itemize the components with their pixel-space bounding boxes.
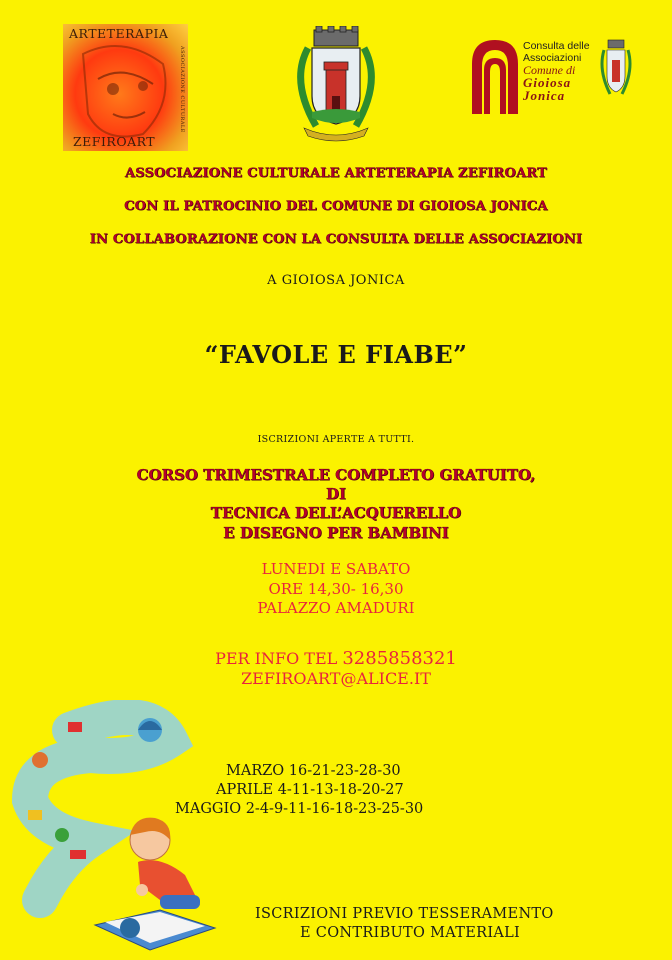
- schedule-hours: ORE 14,30- 16,30: [268, 580, 404, 598]
- municipal-crest-icon: [286, 26, 386, 142]
- logo-text-zefiroart: ZEFIROART: [73, 134, 156, 149]
- schedule-location: PALAZZO AMADURI: [257, 599, 415, 617]
- course-line-3: TECNICA DELL’ACQUERELLO: [210, 504, 462, 522]
- event-title: “FAVOLE E FIABE”: [204, 340, 468, 369]
- dates-may: MAGGIO 2-4-9-11-16-18-23-25-30: [175, 801, 424, 817]
- collaboration-line: IN COLLABORAZIONE CON LA CONSULTA DELLE ASSOCIAZIONI: [89, 232, 583, 247]
- course-line-4: E DISEGNO PER BAMBINI: [223, 524, 449, 542]
- schedule-days: LUNEDI E SABATO: [261, 560, 411, 578]
- email-address: ZEFIROART@ALICE.IT: [241, 669, 431, 688]
- face-artwork-icon: [63, 24, 188, 151]
- course-line-2: DI: [325, 485, 347, 503]
- consulta-line4: Gioiosa: [523, 75, 572, 90]
- consulta-line3: Comune di: [523, 63, 576, 77]
- logo-text-side: ASSOCIAZIONE CULTURALE: [179, 46, 185, 133]
- organizer-line: ASSOCIAZIONE CULTURALE ARTETERAPIA ZEFIROART: [124, 166, 548, 181]
- child-reading-illustration: [0, 700, 230, 960]
- consulta-line1: Consulta delle: [523, 40, 590, 52]
- phone-number: 3285858321: [342, 648, 457, 669]
- dates-march: MARZO 16-21-23-28-30: [226, 763, 401, 779]
- arch-logo-icon: [470, 38, 520, 116]
- info-label: PER INFO TEL: [215, 649, 343, 668]
- registration-open-text: ISCRIZIONI APERTE A TUTTI.: [257, 434, 415, 445]
- footer-line-2: E CONTRIBUTO MATERIALI: [300, 925, 521, 941]
- footer-line-1: ISCRIZIONI PREVIO TESSERAMENTO: [255, 906, 554, 922]
- info-phone-line: [0, 648, 672, 669]
- arteterapia-zefiroart-logo: [63, 24, 188, 151]
- consulta-text: [523, 40, 590, 102]
- place-line: A GIOIOSA JONICA: [267, 273, 405, 288]
- consulta-line2: Associazioni: [523, 52, 582, 64]
- logo-text-arteterapia: ARTETERAPIA: [69, 26, 169, 41]
- patronage-line: CON IL PATROCINIO DEL COMUNE DI GIOIOSA JONICA: [124, 199, 548, 214]
- consulta-associazioni-logo: [470, 34, 640, 119]
- dates-april: APRILE 4-11-13-18-20-27: [216, 782, 404, 798]
- mini-crest-icon: [600, 38, 632, 100]
- consulta-line5: Jonica: [523, 88, 566, 103]
- course-line-1: CORSO TRIMESTRALE COMPLETO GRATUITO,: [136, 466, 536, 484]
